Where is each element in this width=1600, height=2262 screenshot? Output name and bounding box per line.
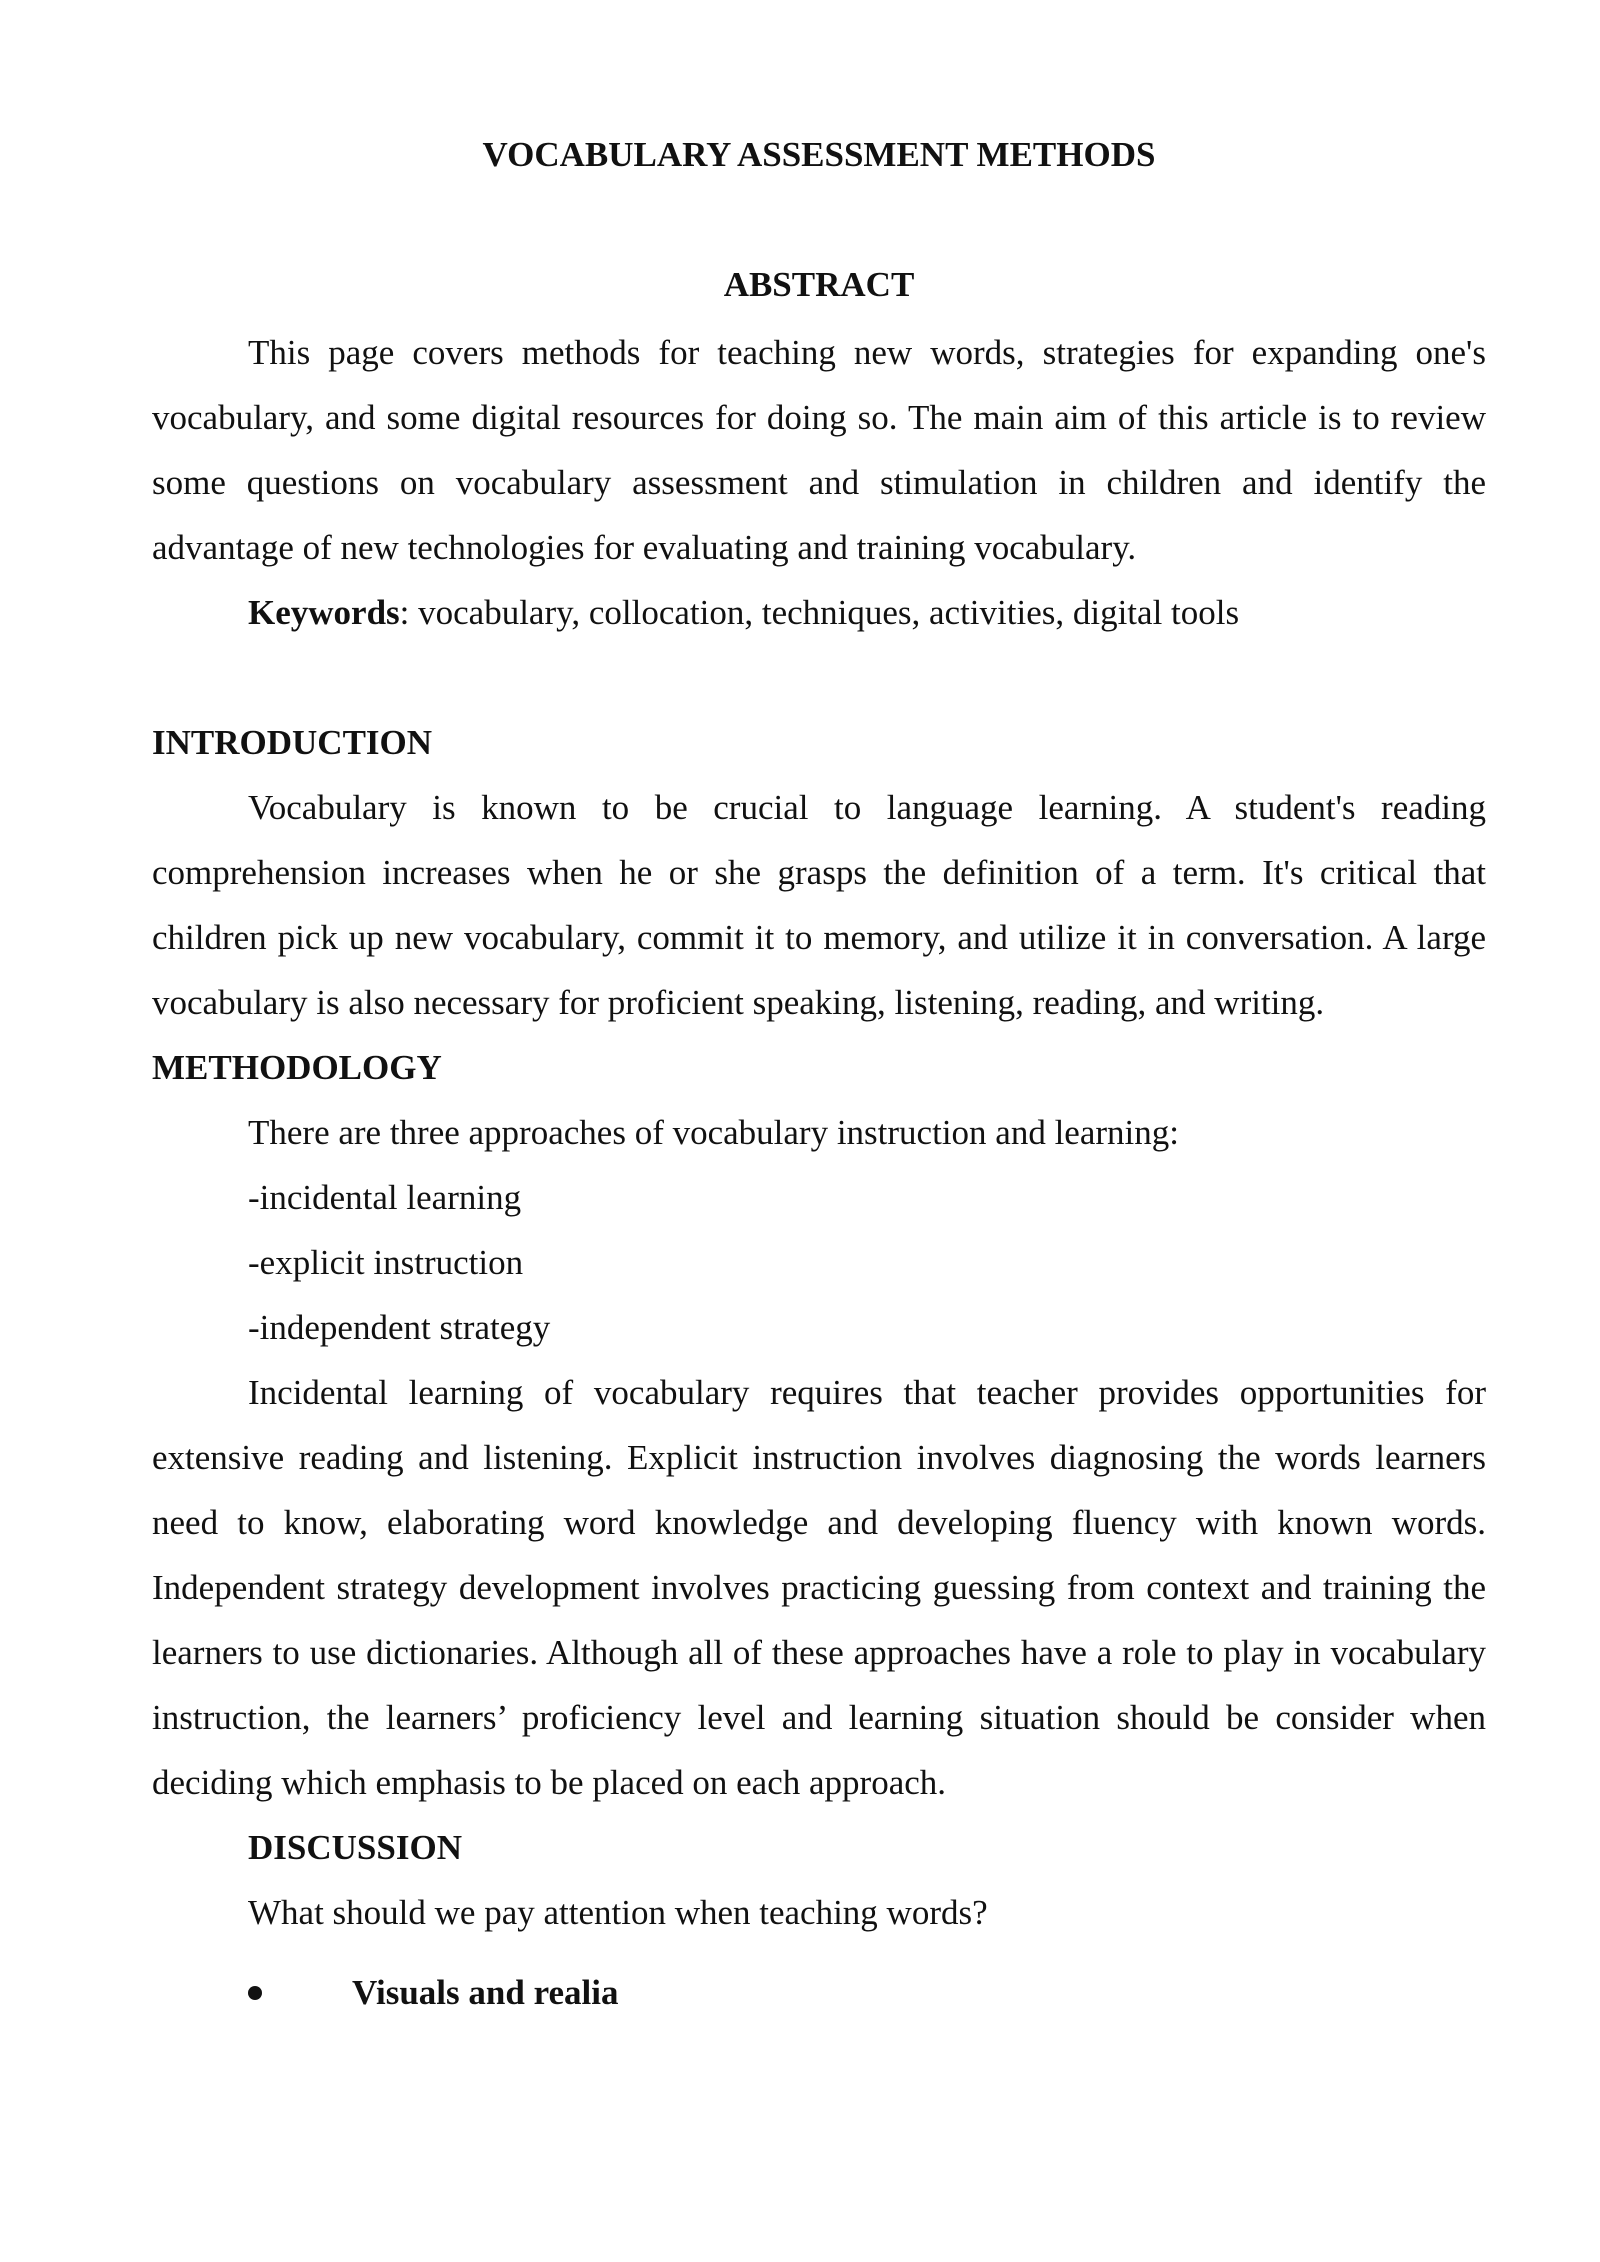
discussion-heading-text: DISCUSSION: [248, 1828, 462, 1867]
approaches-list: [152, 1165, 1486, 1360]
introduction-paragraph: Vocabulary is known to be crucial to language learning. A student's reading comprehension increases when he or she grasps the definition of a term. It's critical that children pick up new vocabulary, commit it to memory, and utilize it in conversation. A large vocabulary is also necessary for proficient speaking, listening, reading, and writing.: [152, 788, 1486, 1022]
methodology-intro-text: There are three approaches of vocabulary instruction and learning:: [248, 1113, 1179, 1152]
keywords-text: : vocabulary, collocation, techniques, activities, digital tools: [399, 593, 1240, 632]
keywords-line: [152, 580, 1486, 645]
abstract-paragraph: This page covers methods for teaching new words, strategies for expanding one's vocabulary, and some digital resources for doing so. The main aim of this article is to review some questions on vocabulary assessment and stimulation in children and identify the advantage of new technologies for evaluating and training vocabulary.: [152, 333, 1486, 567]
approach-item: -incidental learning: [248, 1178, 522, 1217]
approach-item: -explicit instruction: [248, 1243, 524, 1282]
methodology-heading: METHODOLOGY: [152, 1048, 442, 1087]
bullet-dot-icon: [248, 1986, 262, 2000]
methodology-paragraph: Incidental learning of vocabulary requires that teacher provides opportunities for extensive reading and listening. Explicit instruction involves diagnosing the words learners need to know, elaborating word knowledge and developing fluency with known words. Independent strategy development involves practicing guessing from context and training the learners to use dictionaries. Although all of these approaches have a role to play in vocabulary instruction, the learners’ proficiency level and learning situation should be consider when deciding which emphasis to be placed on each approach.: [152, 1373, 1486, 1802]
discussion-question-text: What should we pay attention when teaching words?: [248, 1893, 988, 1932]
bullet-item: [248, 1970, 618, 2016]
approach-item: -independent strategy: [248, 1308, 551, 1347]
document-title: VOCABULARY ASSESSMENT METHODS: [482, 135, 1156, 174]
bullet-item-text: Visuals and realia: [352, 1973, 619, 2012]
abstract-heading: ABSTRACT: [723, 265, 915, 304]
discussion-question: [152, 1880, 1486, 1945]
methodology-intro: [152, 1100, 1486, 1165]
introduction-heading: INTRODUCTION: [152, 723, 433, 762]
discussion-heading: [152, 1815, 1486, 1880]
keywords-label: Keywords: [248, 593, 400, 632]
